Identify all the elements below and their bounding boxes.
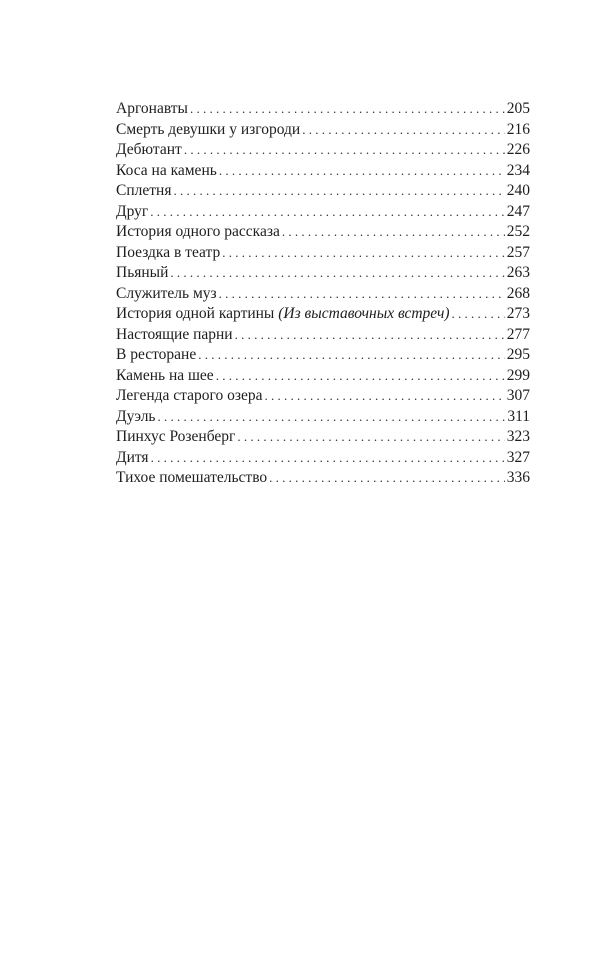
dot-leader [219, 284, 505, 305]
toc-entry-title: История одного рассказа [116, 223, 280, 240]
toc-entry [116, 120, 530, 141]
toc-entry-title: Сплетня [116, 182, 172, 199]
toc-entry-title: Дитя [116, 448, 149, 466]
toc-entry-page: 307 [506, 387, 530, 404]
dot-leader [150, 202, 505, 223]
toc-entry-page: 247 [506, 202, 530, 220]
dot-leader [151, 448, 505, 469]
toc-entry-page: 295 [506, 346, 530, 363]
dot-leader [452, 304, 505, 325]
toc-entry-page: 240 [506, 182, 530, 199]
toc-entry-title: Поездка в театр [116, 243, 221, 261]
toc-entry-title: Коса на камень [116, 161, 217, 179]
toc-entry [116, 263, 530, 284]
toc-entry-title: Служитель муз [116, 284, 217, 302]
dot-leader [158, 407, 506, 428]
dot-leader [190, 99, 505, 120]
toc-entry [116, 304, 530, 325]
toc-entry-title: История одной картины (Из выставочных встреч) [116, 305, 450, 322]
toc-entry-page: 252 [506, 223, 530, 240]
toc-entry-page: 257 [506, 243, 530, 261]
toc-entry [116, 99, 530, 120]
toc-entry-title: Аргонавты [116, 100, 188, 117]
toc-entry [116, 427, 530, 448]
dot-leader [222, 243, 505, 264]
toc-entry-page: 336 [506, 469, 530, 486]
dot-leader [237, 427, 504, 448]
toc-entry [116, 161, 530, 182]
toc-entry-page: 263 [506, 264, 530, 281]
toc-entry [116, 407, 530, 428]
toc-entry [116, 222, 530, 243]
toc-entry [116, 284, 530, 305]
toc-entry-page: 273 [506, 305, 530, 322]
dot-leader [264, 386, 504, 407]
toc-entry [116, 202, 530, 223]
toc-entry-page: 311 [507, 407, 530, 425]
toc-entry-title: Друг [116, 202, 149, 220]
dot-leader [269, 468, 505, 489]
toc-entry-title: Дебютант [116, 141, 182, 158]
dot-leader [282, 222, 505, 243]
toc-entry [116, 468, 530, 489]
toc-entry [116, 386, 530, 407]
toc-entry-title: Настоящие парни [116, 325, 233, 343]
toc-entry-title: Пинхус Розенберг [116, 428, 236, 445]
toc-entry [116, 366, 530, 387]
toc-entry-page: 268 [506, 284, 530, 302]
toc-entry-title: В ресторане [116, 346, 197, 363]
dot-leader [170, 263, 504, 284]
dot-leader [184, 140, 505, 161]
toc-entry-page: 323 [506, 428, 530, 445]
toc-entry [116, 325, 530, 346]
dot-leader [235, 325, 505, 346]
toc-entry-page: 216 [506, 120, 530, 138]
toc-entry-page: 327 [506, 448, 530, 466]
dot-leader [173, 181, 504, 202]
toc-entry [116, 345, 530, 366]
toc-entry-page: 205 [506, 100, 530, 117]
toc-entry [116, 140, 530, 161]
toc-entry-page: 226 [506, 141, 530, 158]
toc-entry-title: Пьяный [116, 264, 169, 281]
toc-entry-title: Тихое помешательство [116, 469, 268, 486]
toc-entry-title: Смерть девушки у изгороди [116, 120, 301, 138]
toc-entry [116, 181, 530, 202]
toc-entry-title: Дуэль [116, 407, 156, 425]
toc-entry-title: Легенда старого озера [116, 387, 263, 404]
toc-entry [116, 243, 530, 264]
toc-entry-page: 299 [506, 366, 530, 384]
toc-entry-title: Камень на шее [116, 366, 214, 384]
toc-entry-page: 234 [506, 161, 530, 179]
toc-entry-page: 277 [506, 325, 530, 343]
dot-leader [216, 366, 505, 387]
dot-leader [198, 345, 505, 366]
dot-leader [302, 120, 505, 141]
toc-entry [116, 448, 530, 469]
dot-leader [219, 161, 505, 182]
toc-entry-subtitle-italic: (Из выставочных встреч) [278, 305, 450, 322]
table-of-contents [116, 99, 530, 489]
